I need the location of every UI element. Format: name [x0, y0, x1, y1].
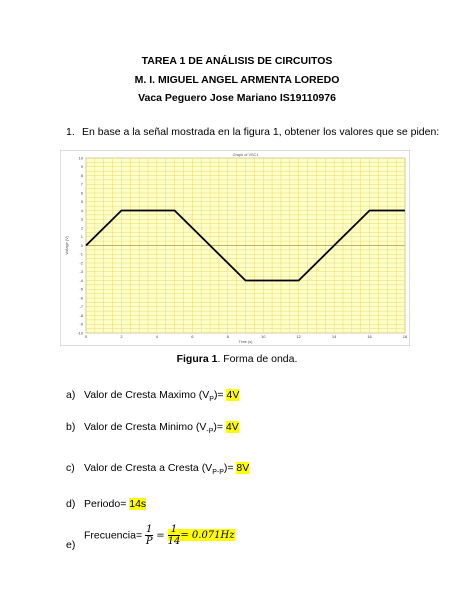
- x-axis-label: Time (s): [238, 340, 253, 344]
- x-tick-label: 4: [155, 334, 159, 339]
- answer-a-suffix: )=: [213, 389, 227, 401]
- fraction-one-over-14: $\frac{1}{14}$: [167, 524, 181, 547]
- answer-a-sub: P: [209, 396, 214, 404]
- y-tick-label: -6: [79, 295, 83, 301]
- answer-b-text: Valor de Cresta Minimo (V: [84, 421, 207, 433]
- x-tick-label: 14: [331, 334, 337, 339]
- teacher-name: M. I. MIGUEL ANGEL ARMENTA LOREDO: [134, 74, 340, 86]
- fraction-one-over-p: $\frac{1}{P}$: [145, 524, 153, 547]
- y-tick-label: 10: [78, 155, 83, 161]
- y-tick-label: -1: [79, 251, 83, 257]
- answer-c-suffix: )=: [223, 462, 237, 474]
- y-tick-label: -4: [79, 277, 83, 283]
- answer-b-value: 4V: [225, 421, 239, 433]
- figure-caption: [0, 353, 474, 365]
- answer-d: [66, 498, 146, 510]
- x-tick-label: 2: [120, 334, 123, 339]
- y-axis-label: Voltage (V): [65, 236, 69, 255]
- y-tick-label: -5: [79, 286, 83, 292]
- answer-e-text: Frecuencia=: [84, 529, 143, 542]
- y-tick-label: 7: [80, 181, 83, 187]
- answer-e-result: = 0.071Hz: [180, 530, 235, 542]
- x-tick-label: 8: [226, 334, 229, 339]
- answer-c-sub: P-P: [212, 469, 224, 477]
- y-tick-label: 1: [80, 234, 83, 240]
- answer-c-value: 8V: [236, 462, 250, 474]
- y-tick-label: 8: [80, 172, 83, 178]
- y-tick-label: 3: [80, 216, 83, 222]
- x-tick-label: 0: [84, 334, 88, 339]
- answer-d-label: d): [66, 498, 76, 510]
- figure-caption-bold: Figura 1: [176, 353, 218, 365]
- question-text: En base a la señal mostrada en la figura 1, obtener los valores que se piden:: [82, 126, 440, 138]
- answer-c-text: Valor de Cresta a Cresta (V: [84, 462, 213, 474]
- y-tick-label: -3: [79, 269, 83, 275]
- y-tick-label: 9: [80, 164, 83, 170]
- y-tick-label: 5: [80, 199, 83, 205]
- answer-c: [66, 462, 249, 476]
- student-name: Vaca Peguero Jose Mariano IS19110976: [138, 92, 336, 104]
- x-tick-label: 12: [296, 334, 301, 339]
- question-number: 1.: [66, 126, 75, 138]
- waveform-chart: [60, 150, 410, 346]
- y-tick-label: 4: [80, 207, 83, 213]
- answer-e-label: e): [66, 539, 76, 552]
- answer-e-value: [167, 524, 235, 547]
- y-tick-label: -2: [79, 260, 83, 266]
- answer-b: [66, 421, 239, 435]
- answer-e: [66, 524, 235, 551]
- answer-a: [66, 389, 239, 403]
- y-tick-label: -7: [79, 304, 83, 310]
- x-tick-label: 16: [367, 334, 372, 339]
- y-tick-label: -10: [77, 330, 83, 336]
- answer-b-label: b): [66, 421, 76, 433]
- answer-b-sub: -P: [206, 428, 214, 436]
- answer-a-label: a): [66, 389, 76, 401]
- y-tick-label: 6: [80, 190, 83, 196]
- y-tick-label: -8: [79, 312, 83, 318]
- y-tick-label: -9: [79, 321, 83, 327]
- answer-c-label: c): [66, 462, 75, 474]
- figure-caption-text: . Forma de onda.: [217, 353, 298, 365]
- answer-a-text: Valor de Cresta Maximo (V: [84, 389, 210, 401]
- doc-title: TAREA 1 DE ANÁLISIS DE CIRCUITOS: [141, 55, 333, 67]
- answer-d-value: 14s: [129, 498, 147, 510]
- y-tick-label: 2: [80, 225, 83, 231]
- x-tick-label: 6: [191, 334, 194, 339]
- answer-e-equals: =: [156, 530, 165, 542]
- answer-b-suffix: )=: [213, 421, 226, 433]
- chart-grid: [86, 158, 405, 333]
- y-tick-label: 0: [80, 242, 83, 248]
- x-tick-label: 10: [260, 334, 266, 339]
- x-tick-label: 18: [402, 334, 408, 339]
- answer-d-text: Periodo=: [84, 498, 130, 510]
- chart-title: Graph of VSC1: [232, 153, 259, 157]
- answer-a-value: 4V: [226, 389, 240, 401]
